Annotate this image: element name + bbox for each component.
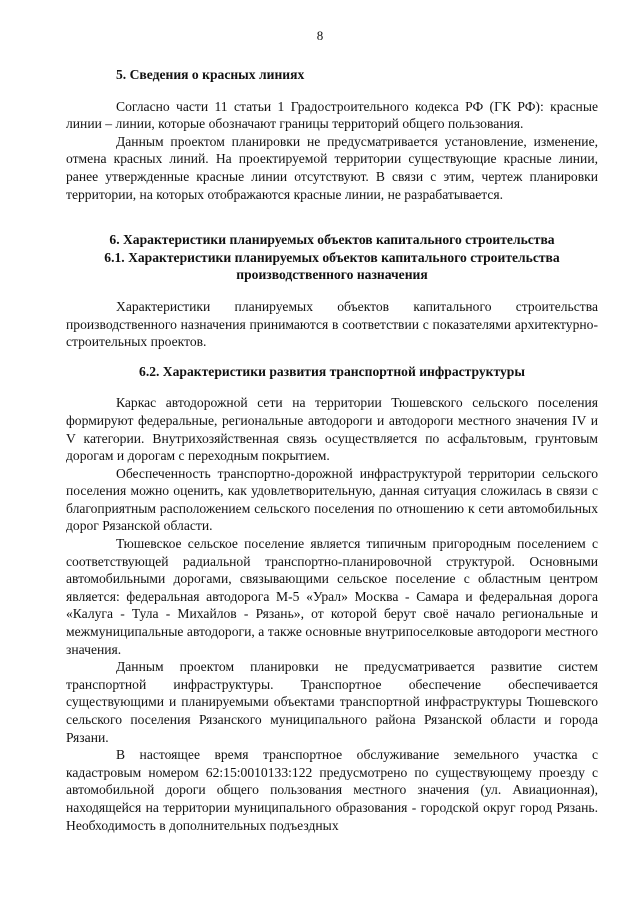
section-6-1-paragraph: Характеристики планируемых объектов капитального строительства производственного назначения принимаются в соответствии с показателями архитектурно-строительных проектов.	[66, 298, 598, 350]
section-6-2-paragraph: Данным проектом планировки не предусматривается развитие систем транспортной инфраструктуры. Транспортное обеспечение обеспечивается существующими и планируемыми объектами транспортной инфраструктуры Тюшевского сельского поселения Рязанского муниципального района Рязанской области и города Рязани.	[66, 659, 598, 745]
page-number: 8	[316, 28, 324, 43]
section-6-heading: 6. Характеристики планируемых объектов капитального строительства	[109, 232, 555, 248]
section-6-2-paragraph: В настоящее время транспортное обслуживание земельного участка с кадастровым номером 62:15:0010133:122 предусмотрено по существующему проезду с автомобильной дороги общего пользования местного значения (ул. Авиационная), находящейся на территории муниципального образования - городской округ город Рязань. Необходимость в дополнительных подъездных	[66, 747, 598, 833]
section-6-2-paragraph: Каркас автодорожной сети на территории Тюшевского сельского поселения формируют федеральные, региональные автодороги и автодороги местного значения IV и V категории. Внутрихозяйственная связь осуществляется по асфальтовым, грунтовым дорогам и дорогам с переходным покрытием.	[66, 395, 598, 464]
section-6-2-paragraph: Тюшевское сельское поселение является типичным пригородным поселением с соответствующей радиальной транспортно-планировочной структурой. Основными автомобильными дорогами, связывающими сельское поселение с областным центром является: федеральная автодорога М-5 «Урал» Москва - Самара и федеральная дорога «Калуга - Тула - Михайлов - Рязань», от которой берут своё начало региональные и межмуниципальные автодороги, а также основные внутрипоселковые автодороги местного значения.	[66, 536, 598, 657]
section-6-2-paragraph: Обеспеченность транспортно-дорожной инфраструктурой территории сельского поселения можно оценить, как удовлетворительную, данная ситуация сложилась в связи с благоприятным расположением сельского поселения по отношению к сети автомобильных дорог Рязанской области.	[66, 465, 598, 534]
section-5-paragraph: Данным проектом планировки не предусматривается установление, изменение, отмена красных линий. На проектируемой территории существующие красные линии, ранее утвержденные красные линии отсутствуют. В связи с этим, чертеж планировки территории, на которых отображаются красные линии, не разрабатывается.	[66, 133, 598, 202]
section-5-heading: 5. Сведения о красных линиях	[116, 67, 305, 82]
section-5-paragraph: Согласно части 11 статьи 1 Градостроительного кодекса РФ (ГК РФ): красные линии – линии, которые обозначают границы территорий общего пользования.	[66, 98, 598, 132]
section-6-2-heading: 6.2. Характеристики развития транспортной инфраструктуры	[139, 363, 525, 379]
section-6-1-heading: 6.1. Характеристики планируемых объектов капитального строительства производственного назначения	[104, 249, 560, 283]
page-content	[66, 66, 598, 834]
